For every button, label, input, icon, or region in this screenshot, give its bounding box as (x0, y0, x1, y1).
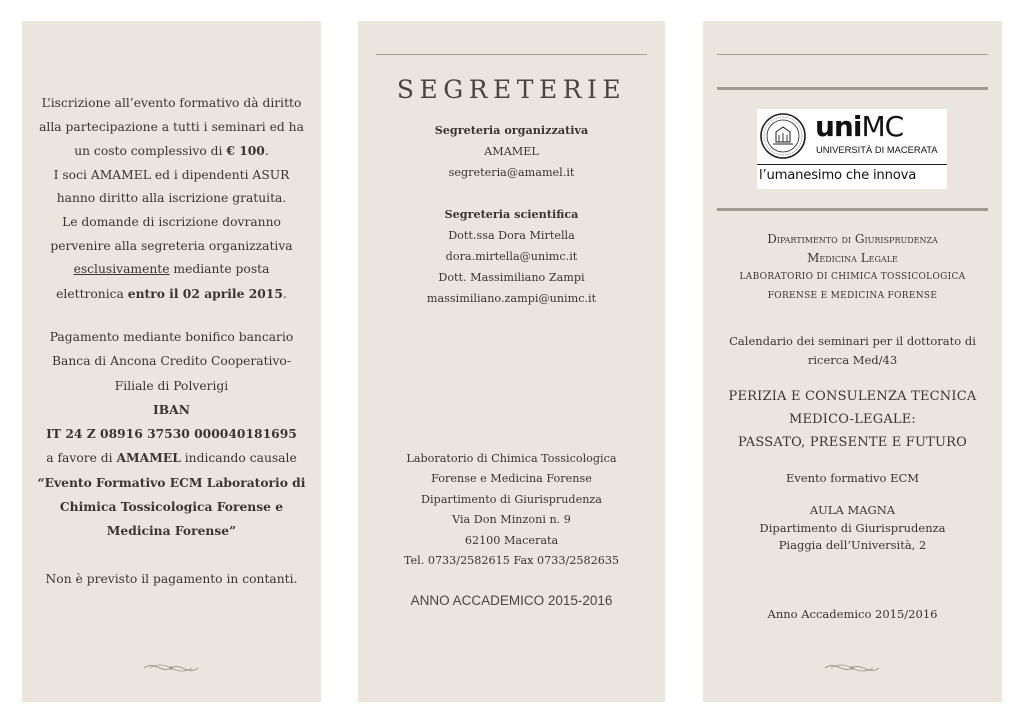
text-line: Le domande di iscrizione dovranno (62, 214, 281, 229)
address-line: Tel. 0733/2582615 Fax 0733/2582635 (403, 554, 620, 568)
org-email: segreteria@amamel.it (448, 166, 575, 179)
calendar-line: ricerca Med/43 (807, 352, 898, 367)
right-panel (703, 21, 1002, 702)
academic-year: ANNO ACCADEMICO 2015-2016 (410, 593, 613, 608)
org-heading: Segreteria organizzativa (434, 123, 589, 137)
exclusive-word: esclusivamente (73, 262, 170, 277)
title-line: PASSATO, PRESENTE E FUTURO (738, 435, 967, 450)
lab-address (358, 449, 665, 571)
venue-line: Dipartimento di Giurisprudenza (759, 520, 946, 535)
sci-heading: Segreteria scientifica (444, 207, 579, 221)
payment-info (22, 325, 321, 544)
cost-suffix: . (264, 144, 269, 159)
text-line: Pagamento mediante bonifico bancario (49, 330, 294, 344)
dept-line: LABORATORIO DI CHIMICA TOSSICOLOGICA (739, 272, 966, 282)
divider (717, 208, 988, 211)
segreterie-title: SEGRETERIE (396, 75, 627, 104)
exclusive-rest: mediante posta (169, 262, 270, 277)
text-line: L’iscrizione all’evento formativo dà diritto (41, 96, 302, 110)
favor-prefix: a favore di (46, 451, 117, 466)
deadline-line (22, 282, 321, 307)
unimc-logo (757, 109, 947, 189)
calendar-line: Calendario dei seminari per il dottorato di (729, 334, 976, 348)
address-line: Laboratorio di Chimica Tossicologica (406, 452, 617, 465)
sci-line: Dott. Massimiliano Zampi (438, 271, 585, 284)
year-footer: Anno Accademico 2015/2016 (767, 607, 938, 621)
sci-line: massimiliano.zampi@unimc.it (426, 292, 597, 305)
text-line: Filiale di Polverigi (114, 378, 229, 393)
left-panel (22, 21, 321, 702)
cost-value: € 100 (226, 143, 265, 159)
sci-line: dora.mirtella@unimc.it (445, 250, 578, 263)
exclusive-line (22, 258, 321, 282)
venue-block (703, 502, 1002, 555)
dept-line: Dipartimento di Giurisprudenza (767, 232, 938, 246)
deadline-prefix: elettronica (56, 286, 128, 301)
causale-line: “Evento Formativo ECM Laboratorio di (37, 474, 306, 490)
cost-prefix: un costo complessivo di (74, 144, 227, 159)
university-seal-icon (759, 112, 807, 160)
org-name: AMAMEL (484, 145, 539, 158)
ornament-icon (823, 658, 881, 678)
iban-value: IT 24 Z 08916 37530 000040181695 (46, 426, 297, 442)
venue-line: Piaggia dell’Università, 2 (778, 538, 927, 552)
divider (717, 54, 988, 55)
logo-rule (757, 164, 947, 165)
iban-label: IBAN (153, 401, 190, 417)
title-line: MEDICO-LEGALE: (788, 412, 917, 427)
event-title (703, 385, 1002, 454)
divider (376, 54, 647, 55)
text-line: pervenire alla segreteria organizzativa (50, 238, 293, 253)
cost-line (22, 139, 321, 164)
favor-name: AMAMEL (116, 450, 181, 466)
address-line: Forense e Medicina Forense (431, 472, 592, 486)
text-line: Banca di Ancona Credito Cooperativo- (52, 354, 291, 369)
address-line: Via Don Minzoni n. 9 (452, 513, 571, 527)
divider (717, 87, 988, 90)
sci-line: Dott.ssa Dora Mirtella (448, 229, 575, 242)
favor-suffix: indicando causale (180, 451, 297, 466)
department-block (703, 230, 1002, 306)
logo-tagline: l’umanesimo che innova (759, 168, 917, 183)
spacer (358, 183, 665, 204)
logo-wordmark (815, 111, 903, 143)
event-type: Evento formativo ECM (785, 471, 920, 485)
deadline-suffix: . (282, 286, 287, 301)
deadline-date: entro il 02 aprile 2015 (127, 285, 283, 301)
title-line: PERIZIA E CONSULENZA TECNICA (728, 389, 977, 404)
secretariat-contacts (358, 120, 665, 309)
text-line: hanno diritto alla iscrizione gratuita. (56, 191, 287, 206)
address-line: 62100 Macerata (464, 533, 559, 547)
calendar-note (703, 332, 1002, 369)
logo-uni: uni (815, 110, 862, 143)
dept-line: FORENSE E MEDICINA FORENSE (767, 291, 938, 301)
logo-mc: MC (861, 110, 904, 143)
ornament-icon (142, 658, 200, 678)
no-cash-note: Non è previsto il pagamento in contanti. (45, 572, 298, 586)
text-line: alla partecipazione a tutti i seminari ed ha (39, 119, 304, 134)
middle-panel (358, 21, 665, 702)
causale-line: Chimica Tossicologica Forense e (59, 499, 284, 515)
registration-info (22, 92, 321, 306)
address-line: Dipartimento di Giurisprudenza (421, 492, 602, 506)
text-line: I soci AMAMEL ed i dipendenti ASUR (53, 167, 290, 182)
logo-university: UNIVERSITÀ DI MACERATA (816, 144, 938, 155)
favor-line (22, 446, 321, 470)
causale-line: Medicina Forense” (106, 523, 237, 539)
dept-line: Medicina Legale (807, 251, 898, 265)
venue-line: AULA MAGNA (809, 503, 896, 517)
